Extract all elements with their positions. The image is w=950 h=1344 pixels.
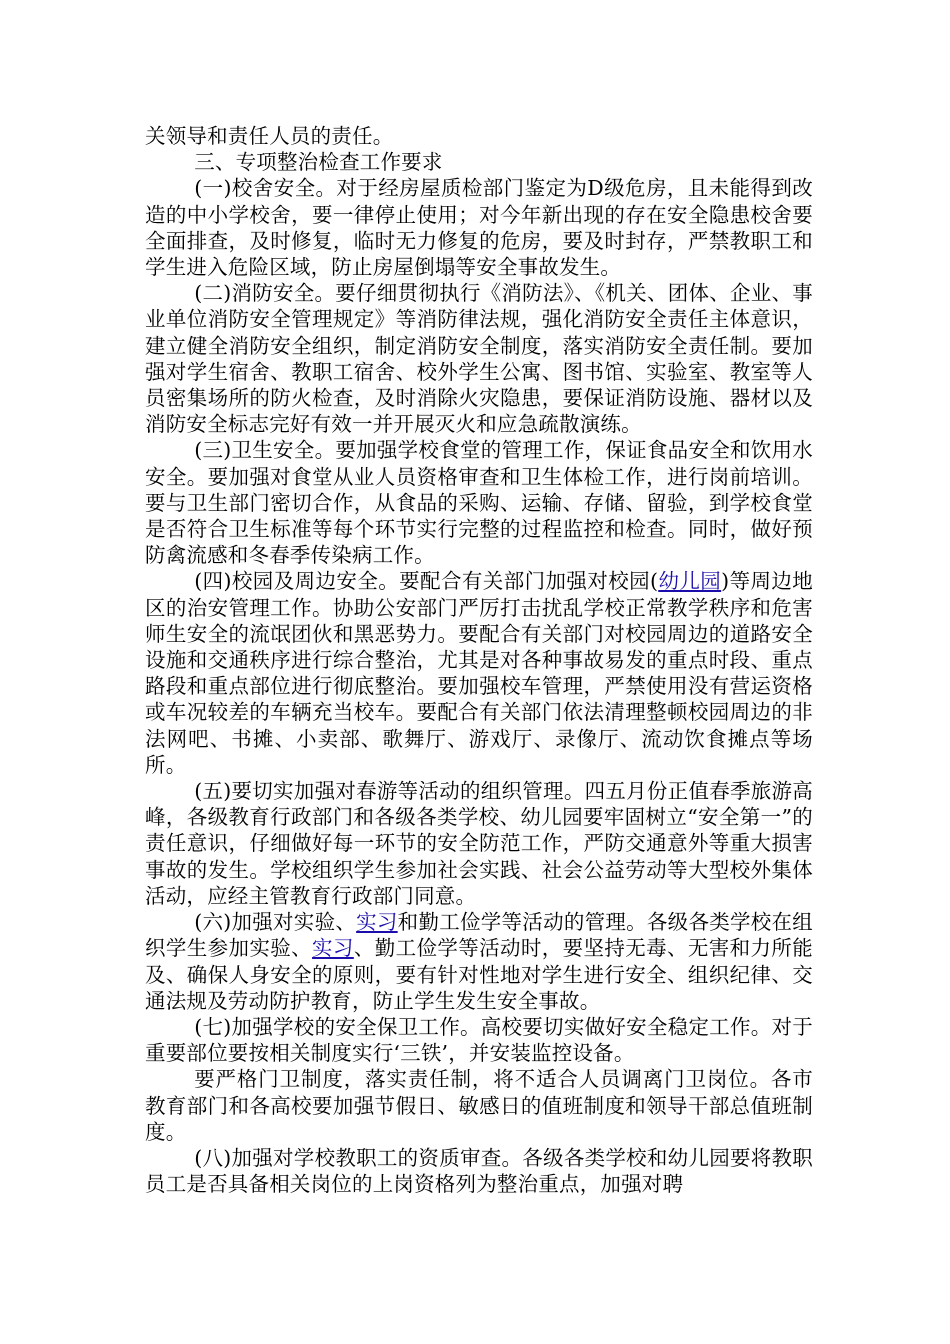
paragraph-gatekeeper: 要严格门卫制度，落实责任制，将不适合人员调离门卫岗位。各市教育部门和各高校要加强节假日、敏感日的值班制度和领导干部总值班制度。 <box>145 1067 813 1144</box>
paragraph-security-work: (七)加强学校的安全保卫工作。高校要切实做好安全稳定工作。对于重要部位要按相关制度实行‘三铁’，并安装监控设备。 <box>145 1014 813 1066</box>
internship-link-1[interactable]: 实习 <box>356 910 398 935</box>
paragraph-staff-qualification: (八)加强对学校教职工的资质审查。各级各类学校和幼儿园要将教职员工是否具备相关岗位的上岗资格列为整治重点，加强对聘 <box>145 1145 813 1197</box>
paragraph-campus-surroundings: (四)校园及周边安全。要配合有关部门加强对校园(幼儿园)等周边地区的治安管理工作。协助公安部门严厉打击扰乱学校正常教学秩序和危害师生安全的流氓团伙和黑恶势力。要配合有关部门对校园周边的道路安全设施和交通秩序进行综合整治，尤其是对各种事故易发的重点时段、重点路段和重点部位进行彻底整治。要加强校车管理，严禁使用没有营运资格或车况较差的车辆充当校车。要配合有关部门依法清理整顿校园周边的非法网吧、书摊、小卖部、歌舞厅、游戏厅、录像厅、流动饮食摊点等场所。 <box>145 569 813 777</box>
document-body <box>145 123 813 1197</box>
paragraph-experiments-internship: (六)加强对实验、实习和勤工俭学等活动的管理。各级各类学校在组织学生参加实验、实习、勤工俭学等活动时，要坚持无毒、无害和力所能及、确保人身安全的原则，要有针对性地对学生进行安全、组织纪律、交通法规及劳动防护教育，防止学生发生安全事故。 <box>145 910 814 1013</box>
section-heading: 三、专项整治检查工作要求 <box>194 150 443 175</box>
internship-link-2[interactable]: 实习 <box>312 936 354 961</box>
paragraph-fire-safety: (二)消防安全。要仔细贯彻执行《消防法》、《机关、团体、企业、事业单位消防安全管理规定》等消防律法规，强化消防安全责任主体意识，建立健全消防安全组织，制定消防安全制度，落实消防安全责任制。要加强对学生宿舍、教职工宿舍、校外学生公寓、图书馆、实验室、教室等人员密集场所的防火检查，及时消除火灾隐患，要保证消防设施、器材以及消防安全标志完好有效一并开展灭火和应急疏散演练。 <box>145 281 813 437</box>
paragraph-school-building-safety: (一)校舍安全。对于经房屋质检部门鉴定为D级危房，且未能得到改造的中小学校舍，要一律停止使用；对今年新出现的存在安全隐患校舍要全面排查，及时修复，临时无力修复的危房，要及时封存，严禁教职工和学生进入危险区域，防止房屋倒塌等安全事故发生。 <box>145 176 813 280</box>
paragraph-spring-outing: (五)要切实加强对春游等活动的组织管理。四五月份正值春季旅游高峰，各级教育行政部门和各级各类学校、幼儿园要牢固树立“安全第一”的责任意识，仔细做好每一环节的安全防范工作，严防交通意外等重大损害事故的发生。学校组织学生参加社会实践、社会公益劳动等大型校外集体活动，应经主管教育行政部门同意。 <box>145 779 813 908</box>
kindergarten-link[interactable]: 幼儿园 <box>658 569 722 594</box>
paragraph-continued: 关领导和责任人员的责任。 <box>145 124 394 148</box>
paragraph-health-safety: (三)卫生安全。要加强学校食堂的管理工作，保证食品安全和饮用水安全。要加强对食堂从业人员资格审查和卫生体检工作，进行岗前培训。要与卫生部门密切合作，从食品的采购、运输、存储、留验，到学校食堂是否符合卫生标准等每个环节实行完整的过程监控和检查。同时，做好预防禽流感和冬春季传染病工作。 <box>145 438 813 568</box>
